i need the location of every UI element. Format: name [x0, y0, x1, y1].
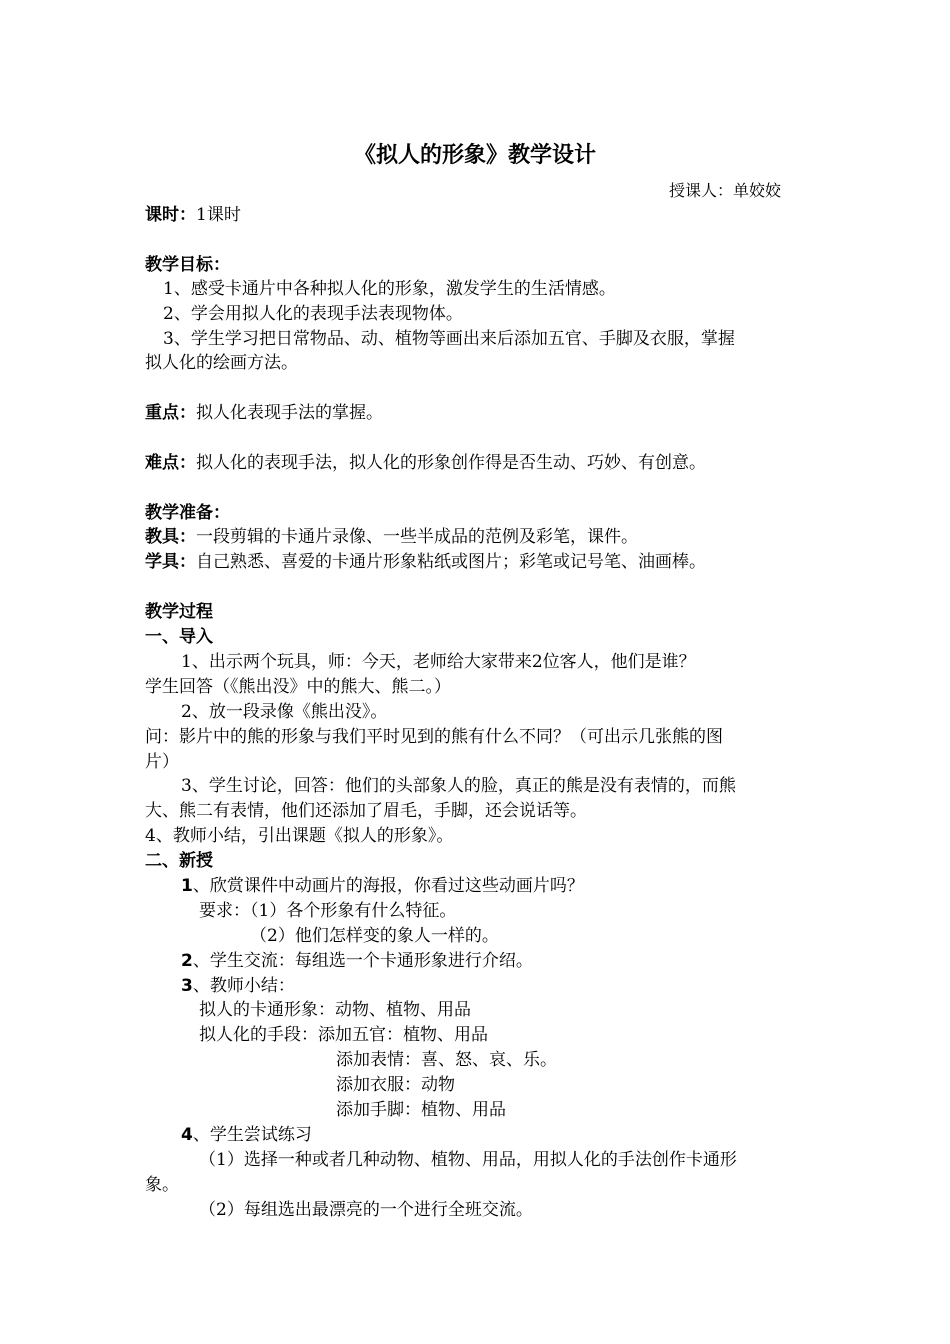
intro-heading: 一、导入 [145, 627, 213, 647]
new-step [181, 1123, 312, 1147]
document-title: 《拟人的形象》教学设计 [353, 143, 596, 168]
exercise-line: （1）选择一种或者几种动物、植物、用品，用拟人化的手法创作卡通形 [199, 1150, 737, 1170]
process-heading: 教学过程 [145, 602, 213, 622]
intro-line: 3、学生讨论，回答：他们的头部象人的脸，真正的熊是没有表情的，而熊 [181, 776, 736, 796]
teacher-tools-value: 一段剪辑的卡通片录像、一些半成品的范例及彩笔，课件。 [196, 527, 638, 547]
objective-item: 2、学会用拟人化的表现手法表现物体。 [163, 304, 463, 324]
exercise-line: （2）每组选出最漂亮的一个进行全班交流。 [199, 1200, 533, 1220]
new-step [181, 974, 295, 998]
difficulty-value: 拟人化的表现手法，拟人化的形象创作得是否生动、巧妙、有创意。 [196, 453, 706, 473]
summary-line: 添加表情：喜、怒、哀、乐。 [336, 1050, 557, 1070]
key-point-label: 重点： [145, 403, 196, 423]
difficulty-label: 难点： [145, 453, 196, 473]
intro-line: 4、教师小结，引出课题《拟人的形象》。 [145, 826, 454, 846]
step-number: 1 [181, 876, 193, 896]
summary-line: 添加手脚：植物、用品 [336, 1100, 506, 1120]
student-tools-value: 自己熟悉、喜爱的卡通片形象粘纸或图片；彩笔或记号笔、油画棒。 [196, 552, 706, 572]
objective-item: 1、感受卡通片中各种拟人化的形象，激发学生的生活情感。 [163, 279, 616, 299]
step-text: 、教师小结： [192, 976, 295, 996]
objective-item-cont: 拟人化的绘画方法。 [145, 353, 298, 373]
exercise-line: 象。 [145, 1175, 179, 1195]
intro-line: 2、放一段录像《熊出没》。 [181, 702, 388, 722]
summary-line: 拟人化的手段：添加五官：植物、用品 [199, 1025, 488, 1045]
intro-line: 大、熊二有表情，他们还添加了眉毛，手脚，还会说话等。 [145, 801, 587, 821]
student-tools-label: 学具： [145, 552, 196, 572]
key-point [145, 401, 383, 425]
summary-line: 拟人的卡通形象：动物、植物、用品 [199, 1000, 471, 1020]
step-text: 、学生交流：每组选一个卡通形象进行介绍。 [192, 951, 533, 971]
objective-item: 3、学生学习把日常物品、动、植物等画出来后添加五官、手脚及衣服，掌握 [163, 329, 735, 349]
new-step [181, 874, 584, 898]
summary-line: 添加衣服：动物 [336, 1075, 455, 1095]
step-number: 4 [181, 1125, 193, 1145]
intro-line: 学生回答（《熊出没》中的熊大、熊二。） [145, 677, 451, 697]
requirement-line: 要求：（1）各个形象有什么特征。 [199, 901, 457, 921]
intro-line: 1、出示两个玩具，师：今天，老师给大家带来2位客人，他们是谁？ [181, 652, 696, 672]
teacher-tools [145, 525, 638, 549]
intro-line: 片） [145, 752, 179, 772]
new-lesson-heading: 二、新授 [145, 851, 213, 871]
step-number: 3 [181, 976, 193, 996]
objectives-heading: 教学目标： [145, 255, 230, 275]
step-text: 、学生尝试练习 [192, 1125, 312, 1145]
step-text: 、欣赏课件中动画片的海报，你看过这些动画片吗？ [192, 876, 584, 896]
lesson-time-label: 课时： [145, 205, 196, 225]
teacher-name: 授课人：单姣姣 [669, 181, 782, 200]
intro-line: 问：影片中的熊的形象与我们平时见到的熊有什么不同？（可出示几张熊的图 [145, 727, 723, 747]
preparation-heading: 教学准备： [145, 503, 230, 523]
key-point-value: 拟人化表现手法的掌握。 [196, 403, 383, 423]
student-tools [145, 550, 706, 574]
step-number: 2 [181, 951, 193, 971]
lesson-time-value: 1课时 [196, 205, 241, 225]
teacher-tools-label: 教具： [145, 527, 196, 547]
new-step [181, 949, 533, 973]
requirement-line: （2）他们怎样变的象人一样的。 [250, 926, 499, 946]
difficulty [145, 451, 706, 475]
lesson-time [145, 203, 241, 227]
